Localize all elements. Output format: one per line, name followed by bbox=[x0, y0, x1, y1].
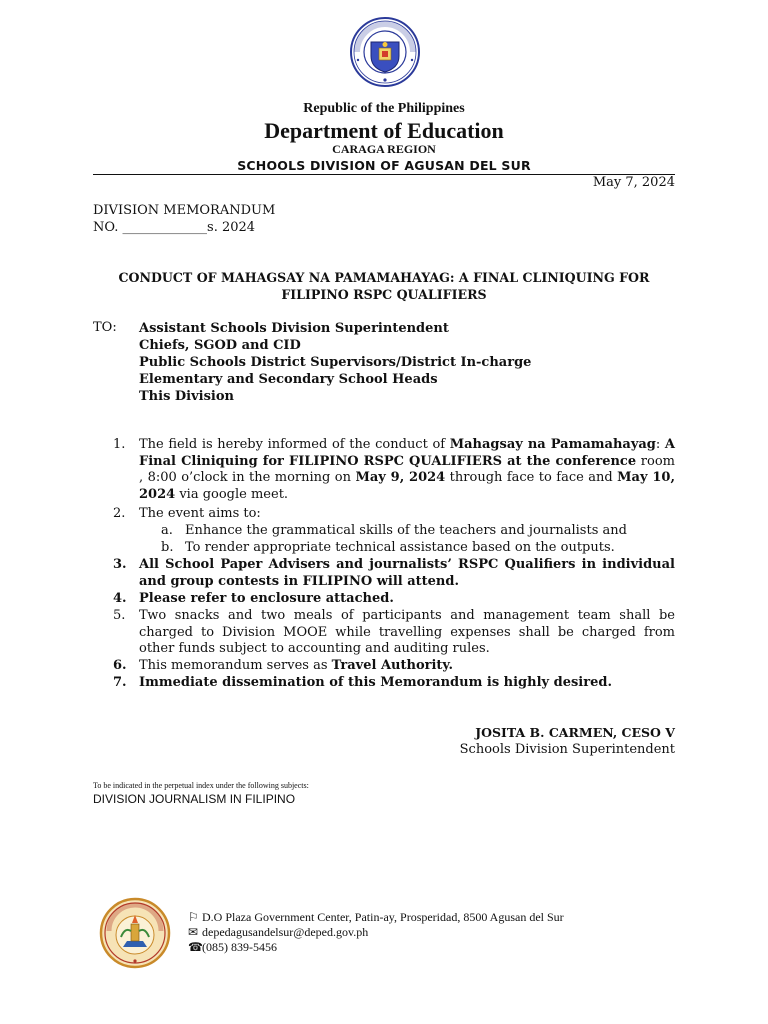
address-text: D.O Plaza Government Center, Patin-ay, Prosperidad, 8500 Agusan del Sur bbox=[202, 910, 564, 924]
item-1-text-g: through face to face and bbox=[445, 470, 618, 485]
item-1-text-a: The field is hereby informed of the conduct of bbox=[139, 437, 450, 452]
item-number: 6. bbox=[113, 658, 127, 673]
item-6-text-a: This memorandum serves as bbox=[139, 658, 332, 673]
email-icon: ✉ bbox=[188, 925, 199, 939]
signatory-name: JOSITA B. CARMEN, CESO V bbox=[475, 725, 675, 740]
signatory-title: Schools Division Superintendent bbox=[459, 742, 675, 757]
deped-seal-logo bbox=[349, 16, 421, 88]
division-heading: SCHOOLS DIVISION OF AGUSAN DEL SUR bbox=[237, 158, 531, 173]
perpetual-index-note: To be indicated in the perpetual index under the following subjects: bbox=[93, 781, 309, 790]
division-seal-logo bbox=[99, 897, 171, 969]
list-item-1 bbox=[113, 437, 675, 503]
event-date-2: May 10, 2024 bbox=[139, 470, 675, 502]
memo-number: NO. _____________s. 2024 bbox=[93, 220, 256, 235]
republic-heading: Republic of the Philippines bbox=[303, 101, 465, 116]
memo-date: May 7, 2024 bbox=[592, 175, 675, 190]
recipient: Chiefs, SGOD and CID bbox=[139, 338, 301, 353]
item-1-text-e: room , 8:00 o’clock in the morning on bbox=[139, 453, 675, 485]
subject-line-1: CONDUCT OF MAHAGSAY NA PAMAMAHAYAG: A FINAL CLINIQUING FOR bbox=[118, 270, 650, 285]
region-heading: CARAGA REGION bbox=[332, 142, 436, 156]
item-1-text-i: via google meet. bbox=[175, 486, 289, 502]
memo-type: DIVISION MEMORANDUM bbox=[93, 203, 276, 218]
item-number: 5. bbox=[113, 608, 126, 623]
sub-item-text: Enhance the grammatical skills of the teachers and journalists and bbox=[185, 523, 627, 538]
item-text bbox=[139, 437, 675, 503]
recipient-list bbox=[139, 320, 531, 405]
event-name: Mahagsay na Pamamahayag bbox=[449, 437, 656, 452]
item-number: 1. bbox=[113, 437, 126, 452]
footer-email bbox=[188, 925, 368, 940]
footer-address bbox=[188, 910, 564, 925]
item-number: 4. bbox=[113, 591, 127, 606]
item-1-text-c: : bbox=[655, 437, 665, 452]
memo-subject bbox=[93, 269, 675, 303]
sub-item-text: To render appropriate technical assistance based on the outputs. bbox=[185, 540, 615, 555]
item-text bbox=[139, 658, 675, 675]
event-date-1: May 9, 2024 bbox=[355, 470, 446, 485]
header-divider bbox=[93, 174, 675, 175]
travel-authority: Travel Authority. bbox=[331, 658, 453, 673]
item-text: Immediate dissemination of this Memorandum is highly desired. bbox=[139, 675, 612, 690]
subject-line-2: FILIPINO RSPC QUALIFIERS bbox=[281, 287, 487, 302]
sub-item-label: a. bbox=[161, 523, 173, 538]
perpetual-index-subject: DIVISION JOURNALISM IN FILIPINO bbox=[93, 792, 296, 806]
sub-item-label: b. bbox=[161, 540, 174, 555]
item-number: 3. bbox=[113, 557, 127, 572]
phone-icon: ☎ bbox=[188, 940, 203, 954]
recipient: Public Schools District Supervisors/District In-charge bbox=[139, 355, 532, 370]
item-text: Two snacks and two meals of participants and management team shall be charged to Division MOOE while travelling expenses shall be charged from other funds subject to accounting and auditing rules. bbox=[139, 608, 675, 656]
location-icon: ⚐ bbox=[188, 910, 199, 924]
item-text: The event aims to: bbox=[139, 506, 261, 521]
event-subtitle: A Final Cliniquing for FILIPINO RSPC QUALIFIERS at the conference bbox=[139, 437, 675, 469]
recipient: Assistant Schools Division Superintendent bbox=[139, 321, 449, 336]
phone-text: (085) 839-5456 bbox=[202, 940, 277, 954]
footer-phone bbox=[188, 940, 277, 955]
email-text[interactable]: depedagusandelsur@deped.gov.ph bbox=[202, 925, 369, 939]
recipient: This Division bbox=[139, 389, 234, 404]
department-heading: Department of Education bbox=[264, 118, 504, 143]
item-number: 2. bbox=[113, 506, 126, 521]
item-text: All School Paper Advisers and journalists’ RSPC Qualifiers in individual and group contests in FILIPINO will attend. bbox=[139, 557, 675, 589]
to-label: TO: bbox=[93, 320, 117, 335]
item-text: Please refer to enclosure attached. bbox=[139, 591, 394, 606]
recipient: Elementary and Secondary School Heads bbox=[139, 372, 438, 387]
item-number: 7. bbox=[113, 675, 127, 690]
